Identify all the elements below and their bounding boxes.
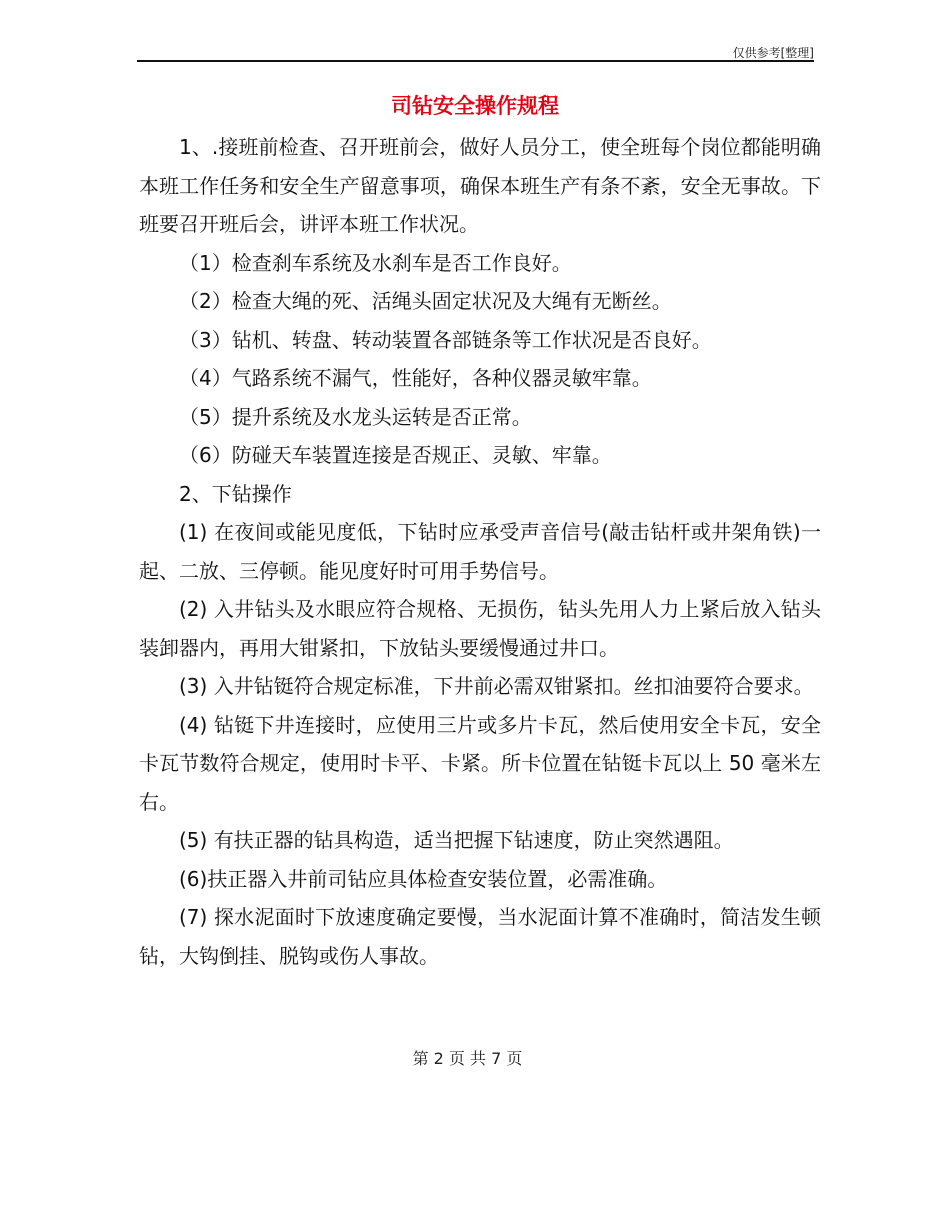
checklist-item-3: （3）钻机、转盘、转动装置各部链条等工作状况是否良好。	[179, 327, 712, 352]
step-item-3: (3) 入井钻铤符合规定标准，下井前必需双钳紧扣。丝扣油要符合要求。	[179, 674, 814, 698]
section-heading: 2、下钻操作	[179, 481, 292, 506]
step-item-6: (6)扶正器入井前司钻应具体检查安装位置，必需准确。	[179, 866, 668, 891]
document-title: 司钻安全操作规程	[391, 94, 559, 118]
step-item-1: (1) 在夜间或能见度低，下钻时应承受声音信号(敲击钻杆或井架角铁)一起、二放、三停顿。能见度好时可用手势信号。	[139, 520, 821, 583]
checklist-item-4: （4）气路系统不漏气，性能好，各种仪器灵敏牢靠。	[179, 366, 652, 390]
header-note: 仅供参考[整理]	[732, 46, 814, 60]
document-body	[139, 128, 821, 975]
checklist-item-6: （6）防碰天车装置连接是否规正、灵敏、牢靠。	[179, 443, 612, 467]
checklist-item-1: （1）检查刹车系统及水刹车是否工作良好。	[179, 250, 572, 275]
step-item-7: (7) 探水泥面时下放速度确定要慢，当水泥面计算不准确时，简洁发生顿钻，大钩倒挂、脱钩或伤人事故。	[139, 905, 821, 968]
checklist-item-5: （5）提升系统及水龙头运转是否正常。	[179, 404, 532, 429]
step-item-2: (2) 入井钻头及水眼应符合规格、无损伤，钻头先用人力上紧后放入钻头装卸器内，再用大钳紧扣，下放钻头要缓慢通过井口。	[139, 597, 821, 660]
header-divider	[137, 60, 814, 62]
page-number: 第 2 页 共 7 页	[412, 1049, 523, 1068]
step-item-4: (4) 钻铤下井连接时，应使用三片或多片卡瓦，然后使用安全卡瓦，安全卡瓦节数符合规定，使用时卡平、卡紧。所卡位置在钻铤卡瓦以上 50 毫米左右。	[139, 712, 821, 814]
paragraph-1: 1、.接班前检查、召开班前会，做好人员分工，使全班每个岗位都能明确本班工作任务和安全生产留意事项，确保本班生产有条不紊，安全无事故。下班要召开班后会，讲评本班工作状况。	[139, 135, 821, 236]
checklist-item-2: （2）检查大绳的死、活绳头固定状况及大绳有无断丝。	[179, 289, 672, 313]
step-item-5: (5) 有扶正器的钻具构造，适当把握下钻速度，防止突然遇阻。	[179, 828, 734, 852]
